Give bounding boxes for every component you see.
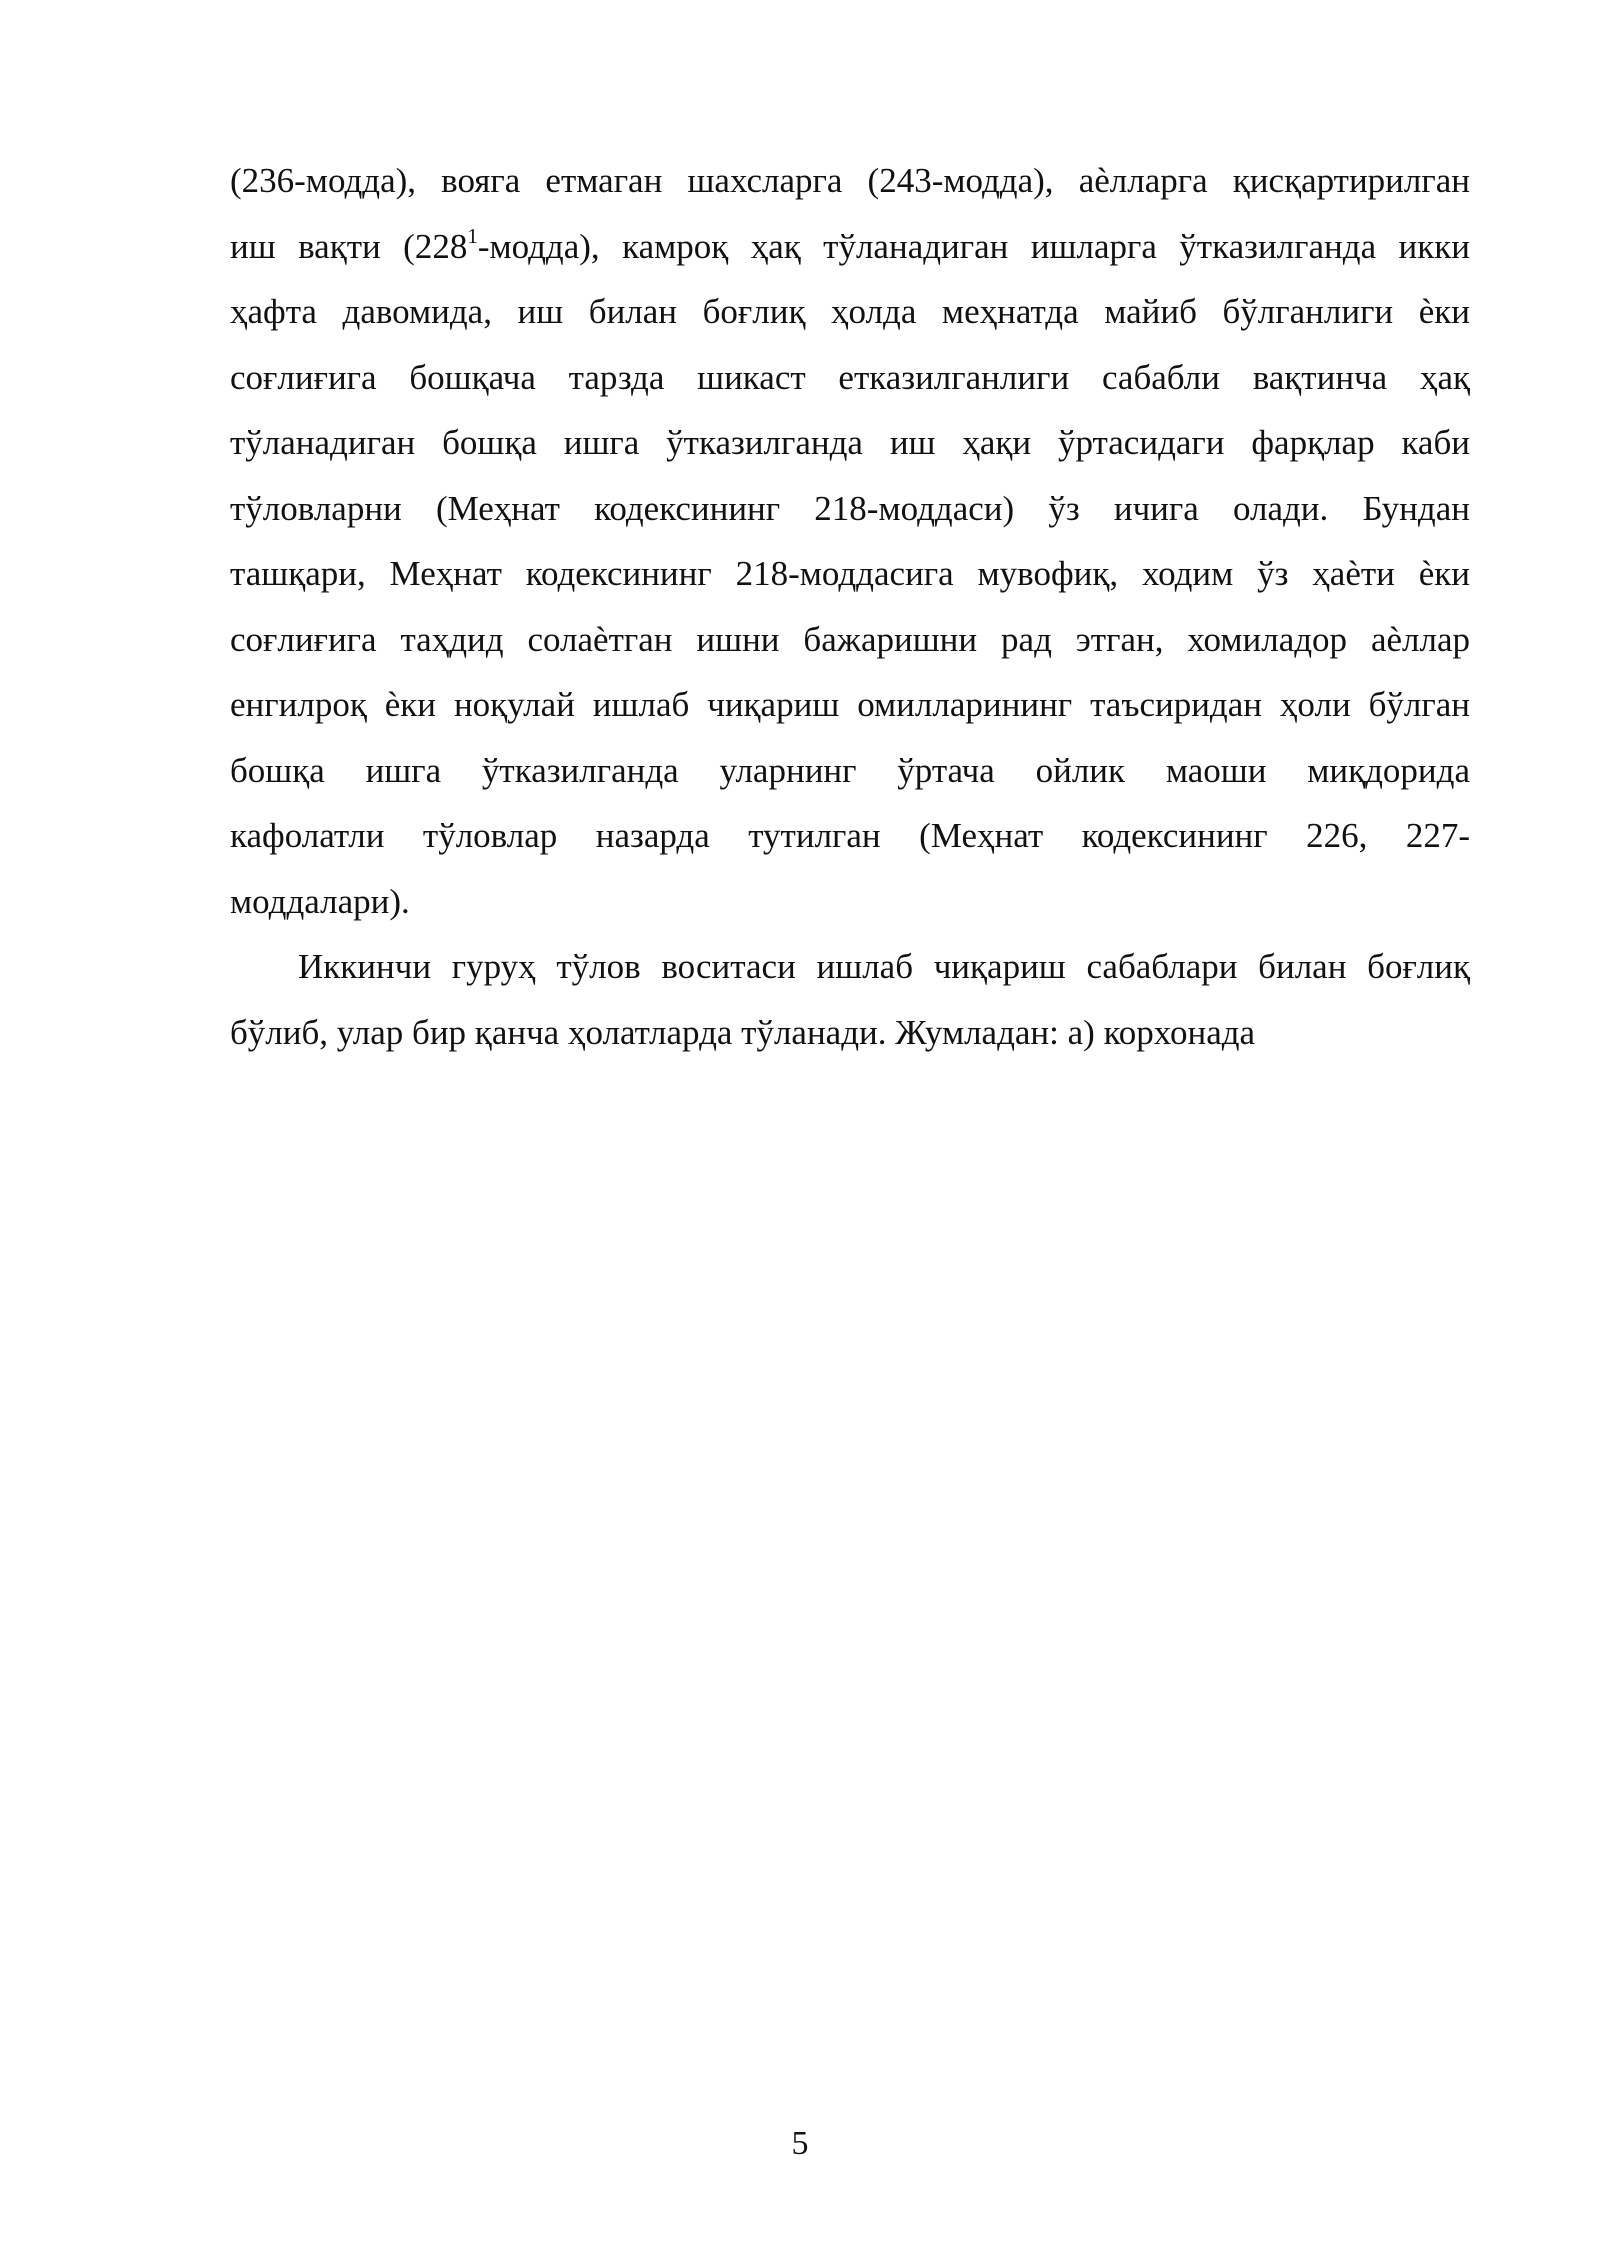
paragraph-1 <box>230 148 1470 934</box>
text-line: ташқари, Меҳнат кодексининг 218-моддасига мувофиқ, ходим ўз ҳаѐти ѐки <box>230 554 1470 593</box>
page-number: 5 <box>791 2125 809 2162</box>
text-line: моддалари). <box>230 881 410 921</box>
text-fragment: иш вақти (228 <box>230 226 468 266</box>
text-line: бошқа ишга ўтказилганда уларнинг ўртача ойлик маоши миқдорида <box>230 750 1470 790</box>
text-line: енгилроқ ѐки ноқулай ишлаб чиқариш омилларининг таъсиридан ҳоли бўлган <box>230 685 1470 724</box>
text-line: бўлиб, улар бир қанча ҳолатларда тўланади. Жумладан: а) корхонада <box>230 1012 1256 1052</box>
superscript: 1 <box>467 223 478 248</box>
text-line: кафолатли тўловлар назарда тутилган (Меҳнат кодексининг 226, 227- <box>230 816 1470 855</box>
body-text <box>230 148 1470 1065</box>
text-line: (236-модда), вояга етмаган шахсларга (243-модда), аѐлларга қисқартирилган <box>230 161 1470 200</box>
text-line: соғлиғига бошқача тарзда шикаст етказилганлиги сабабли вақтинча ҳақ <box>230 357 1470 397</box>
text-fragment: -модда), камроқ ҳақ тўланадиган ишларга ўтказилганда икки <box>477 226 1470 266</box>
text-line: ҳафта давомида, иш билан боғлиқ ҳолда меҳнатда майиб бўлганлиги ѐки <box>230 292 1470 331</box>
paragraph-2 <box>230 934 1470 1065</box>
text-line <box>230 934 1470 1000</box>
text-line <box>230 214 1470 280</box>
text-line: тўловларни (Меҳнат кодексининг 218-моддаси) ўз ичига олади. Бундан <box>230 488 1470 528</box>
text-fragment: Иккинчи гуруҳ тўлов воситаси ишлаб чиқариш сабаблари билан боғлиқ <box>298 947 1470 986</box>
text-line: тўланадиган бошқа ишга ўтказилганда иш ҳақи ўртасидаги фарқлар каби <box>230 423 1470 462</box>
text-line: соғлиғига таҳдид солаѐтган ишни бажаришни рад этган, хомиладор аѐллар <box>230 619 1470 659</box>
